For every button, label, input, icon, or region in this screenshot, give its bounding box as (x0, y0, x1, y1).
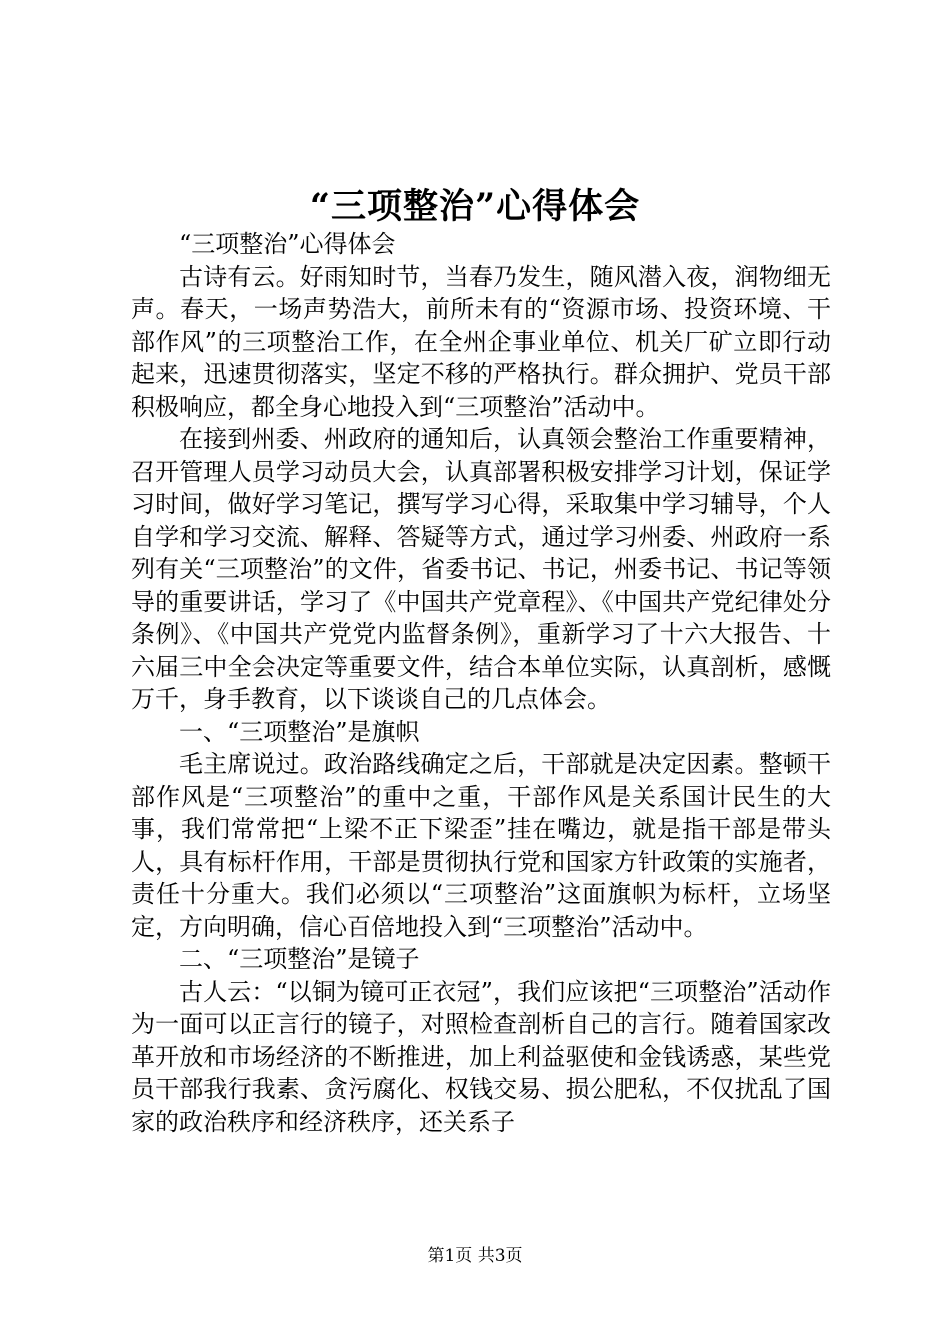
subtitle-paragraph: “三项整治”心得体会 (179, 230, 396, 258)
body-paragraph: 古诗有云。好雨知时节，当春乃发生，随风潜入夜，润物细无声。春天，一场声势浩大，前所未有的“资源市场、投资环境、干部作风”的三项整治工作，在全州企事业单位、机关厂矿立即行动起来，迅速贯彻落实，坚定不移的严格执行。群众拥护、党员干部积极响应，都全身心地投入到“三项整治”活动中。 (131, 262, 831, 421)
section-heading: 二、“三项整治”是镜子 (179, 945, 420, 973)
page-number-footer: 第1页 共3页 (427, 1246, 523, 1266)
section-heading: 一、“三项整治”是旗帜 (179, 717, 420, 746)
document-body (131, 228, 831, 1138)
body-paragraph: 古人云：“以铜为镜可正衣冠”，我们应该把“三项整治”活动作为一面可以正言行的镜子，对照检查剖析自己的言行。随着国家改革开放和市场经济的不断推进，加上利益驱使和金钱诱惑，某些党员干部我行我素、贪污腐化、权钱交易、损公肥私，不仅扰乱了国家的政治秩序和经济秩序，还关系子 (131, 977, 831, 1136)
body-paragraph: 在接到州委、州政府的通知后，认真领会整治工作重要精神，召开管理人员学习动员大会，认真部署积极安排学习计划，保证学习时间，做好学习笔记，撰写学习心得，采取集中学习辅导，个人自学和学习交流、解释、答疑等方式，通过学习州委、州政府一系列有关“三项整治”的文件，省委书记、书记，州委书记、书记等领导的重要讲话，学习了《中国共产党章程》、《中国共产党纪律处分条例》、《中国共产党党内监督条例》，重新学习了十六大报告、十六届三中全会决定等重要文件，结合本单位实际，认真剖析，感慨万千，身手教育，以下谈谈自己的几点体会。 (131, 425, 831, 713)
document-title: “三项整治”心得体会 (309, 186, 641, 227)
body-paragraph: 毛主席说过。政治路线确定之后，干部就是决定因素。整顿干部作风是“三项整治”的重中之重，干部作风是关系国计民生的大事，我们常常把“上梁不正下梁歪”挂在嘴边，就是指干部是带头人，具有标杆作用，干部是贯彻执行党和国家方针政策的实施者，责任十分重大。我们必须以“三项整治”这面旗帜为标杆，立场坚定，方向明确，信心百倍地投入到“三项整治”活动中。 (131, 750, 831, 941)
